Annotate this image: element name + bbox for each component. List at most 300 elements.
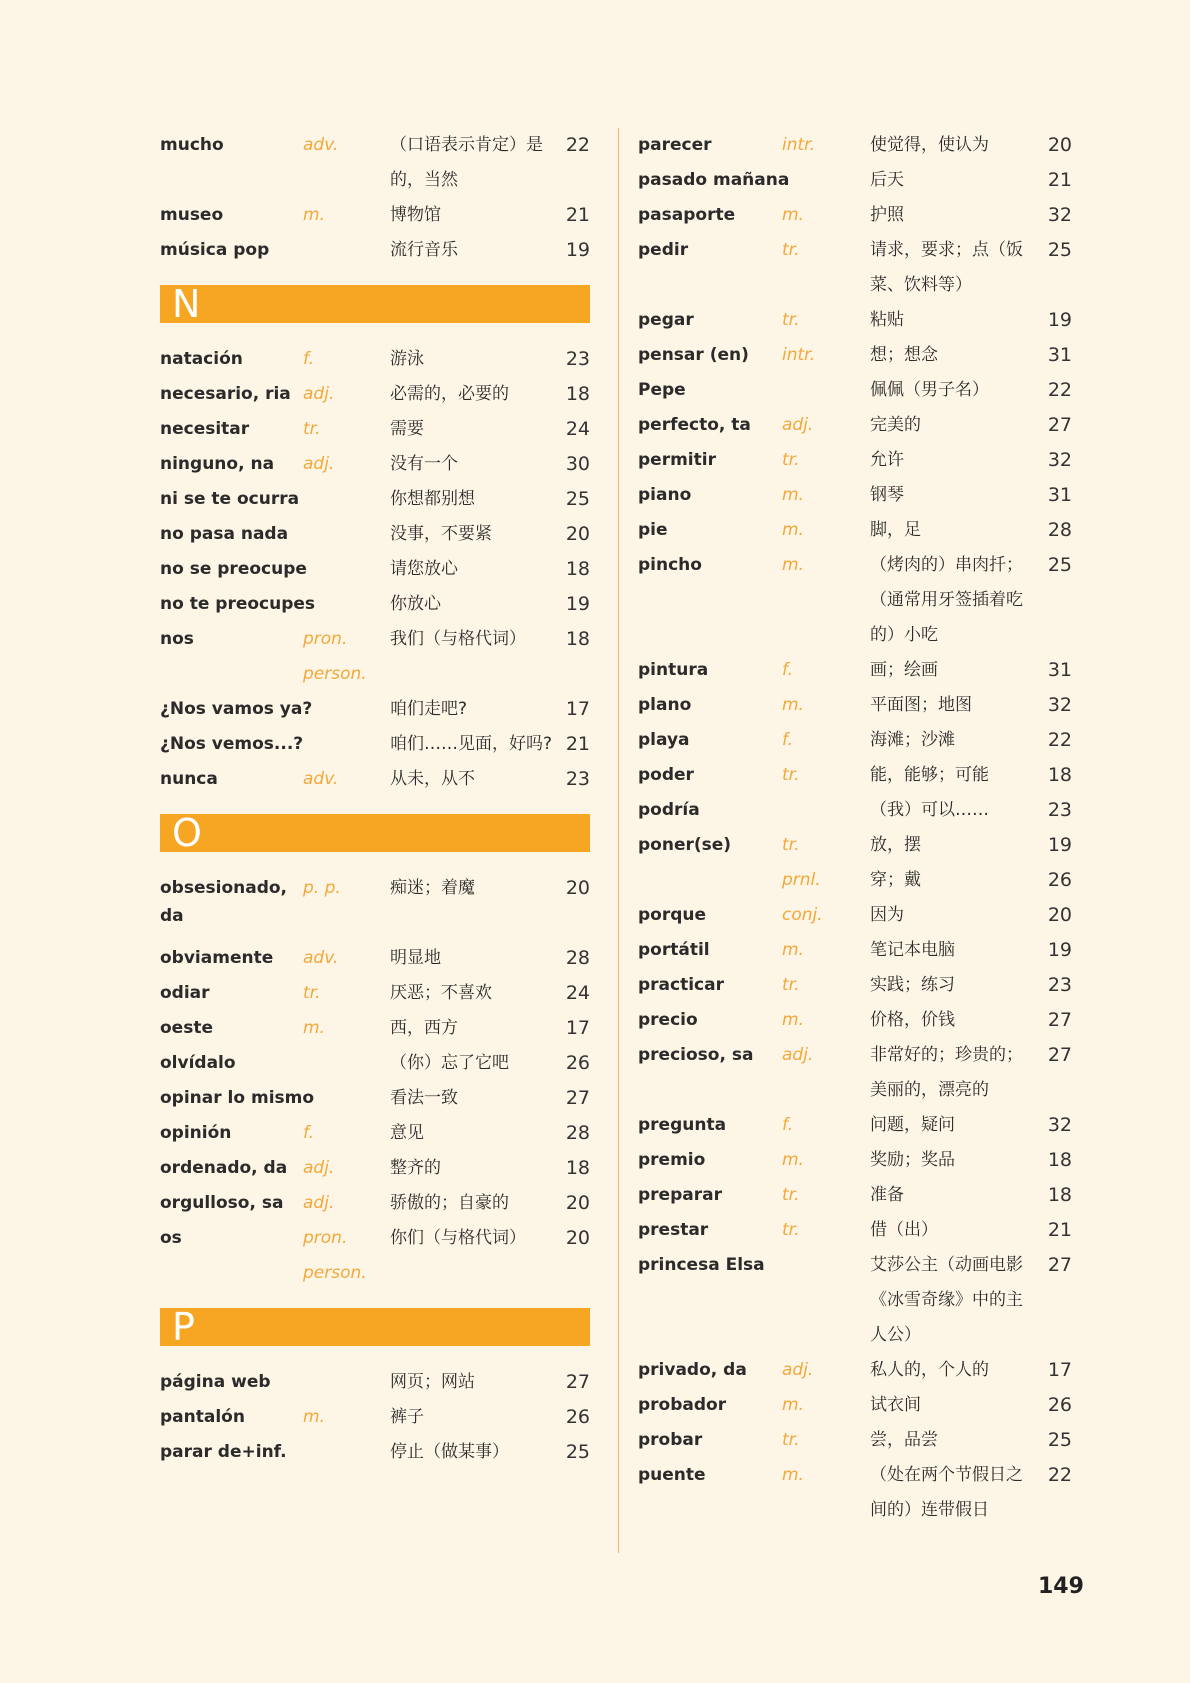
entry-part-of-speech [303, 447, 334, 482]
entry-lesson-number: 27 [1047, 1254, 1072, 1276]
entry-lesson-number: 23 [565, 348, 590, 370]
entry-part-of-speech [782, 338, 815, 373]
entry-meaning [390, 233, 540, 268]
entry-part-of-speech [303, 1011, 325, 1046]
glossary-entry [160, 622, 590, 692]
entry-lesson-number: 32 [1047, 694, 1072, 716]
part-of-speech-line: intr. [782, 135, 815, 155]
entry-meaning [390, 447, 540, 482]
entry-word: orgulloso, sa [160, 1193, 284, 1213]
entry-part-of-speech [782, 1213, 800, 1248]
part-of-speech-line: m. [303, 1407, 325, 1427]
section-letter: O [172, 811, 202, 855]
entry-meaning [870, 513, 1022, 548]
entry-lesson-number: 28 [565, 947, 590, 969]
glossary-entry [160, 377, 590, 412]
entry-word: privado, da [638, 1360, 747, 1380]
entry-lesson-number: 18 [565, 1157, 590, 1179]
entry-lesson-number: 27 [565, 1087, 590, 1109]
entry-meaning [870, 303, 1022, 338]
meaning-line [390, 657, 540, 692]
entry-word: natación [160, 349, 243, 369]
entry-lesson-number: 19 [565, 239, 590, 261]
meaning-line: 《冰雪奇缘》中的主 [870, 1290, 1023, 1310]
glossary-entry [638, 933, 1072, 968]
entry-word: pantalón [160, 1407, 245, 1427]
entry-word: ni se te ocurra [160, 489, 300, 509]
part-of-speech-line: m. [782, 555, 804, 575]
glossary-entry [638, 128, 1072, 163]
part-of-speech-line: person. [303, 1263, 367, 1283]
part-of-speech-line: adv. [303, 769, 339, 789]
glossary-entry [160, 1400, 590, 1435]
part-of-speech-line: f. [782, 660, 794, 680]
entry-part-of-speech [303, 1116, 314, 1151]
entry-meaning [390, 1011, 540, 1046]
entry-word: os [160, 1228, 182, 1248]
part-of-speech-line: m. [782, 485, 804, 505]
part-of-speech-line: adv. [303, 948, 339, 968]
entry-meaning [390, 976, 540, 1011]
glossary-entry [638, 198, 1072, 233]
meaning-line: 美丽的，漂亮的 [870, 1080, 989, 1100]
entry-part-of-speech [303, 412, 321, 447]
meaning-line: 痴迷；着魔 [390, 878, 475, 898]
entry-part-of-speech [782, 478, 804, 513]
part-of-speech-line: adj. [782, 1360, 814, 1380]
entry-lesson-number: 17 [1047, 1359, 1072, 1381]
entry-meaning [870, 373, 1022, 408]
glossary-entry [160, 482, 590, 517]
glossary-entry [160, 1186, 590, 1221]
entry-meaning [390, 1081, 540, 1116]
entry-lesson-number: 20 [1047, 904, 1072, 926]
entry-word: pie [638, 520, 668, 540]
entry-lesson-number: 20 [565, 877, 590, 899]
entry-word: no te preocupes [160, 594, 316, 614]
part-of-speech-line: tr. [303, 419, 321, 439]
entry-lesson-number: 18 [1047, 764, 1072, 786]
entry-part-of-speech [303, 1400, 325, 1435]
glossary-entry [638, 828, 1072, 863]
meaning-line: 停止（做某事） [390, 1442, 509, 1462]
glossary-entry [638, 303, 1072, 338]
entry-part-of-speech [782, 303, 800, 338]
entry-meaning [390, 1400, 540, 1435]
part-of-speech-line: m. [782, 1150, 804, 1170]
part-of-speech-line: tr. [782, 975, 800, 995]
meaning-line: 笔记本电脑 [870, 940, 955, 960]
glossary-entry [160, 1151, 590, 1186]
entry-word: pincho [638, 555, 702, 575]
meaning-line: 尝，品尝 [870, 1430, 938, 1450]
meaning-line: 明显地 [390, 948, 441, 968]
entry-part-of-speech [782, 1423, 800, 1458]
entry-lesson-number: 26 [1047, 1394, 1072, 1416]
entry-lesson-number: 24 [565, 418, 590, 440]
entry-lesson-number: 19 [1047, 309, 1072, 331]
entry-meaning [870, 758, 1022, 793]
entry-lesson-number: 17 [565, 698, 590, 720]
entry-word: practicar [638, 975, 724, 995]
entry-meaning [870, 1213, 1022, 1248]
entry-part-of-speech [782, 1003, 804, 1038]
entry-word: princesa Elsa [638, 1255, 765, 1275]
glossary-entry [160, 762, 590, 797]
entry-meaning [870, 1003, 1022, 1038]
part-of-speech-line: tr. [782, 310, 800, 330]
part-of-speech-line: f. [303, 349, 315, 369]
entry-meaning [390, 762, 540, 797]
meaning-line: 看法一致 [390, 1088, 458, 1108]
entry-word: obsesionado, da [160, 878, 288, 926]
meaning-line: （通常用牙签插着吃 [870, 590, 1023, 610]
entry-lesson-number: 28 [1047, 519, 1072, 541]
entry-part-of-speech [782, 1178, 800, 1213]
glossary-entry [160, 1435, 590, 1470]
letter-section-header [160, 811, 590, 855]
glossary-entry [160, 552, 590, 587]
entry-lesson-number: 25 [565, 488, 590, 510]
entry-word: probar [638, 1430, 703, 1450]
entry-word: nos [160, 629, 194, 649]
part-of-speech-line: adv. [303, 135, 339, 155]
entry-meaning [390, 692, 540, 727]
entry-part-of-speech [303, 377, 334, 412]
glossary-entry [160, 871, 590, 941]
glossary-entry [160, 1365, 590, 1400]
entry-part-of-speech [782, 898, 823, 933]
entry-lesson-number: 21 [1047, 1219, 1072, 1241]
entry-part-of-speech [782, 1353, 813, 1388]
meaning-line: （烤肉的）串肉扦； [870, 555, 1023, 575]
entry-lesson-number: 18 [565, 628, 590, 650]
entry-word: pedir [638, 240, 689, 260]
entry-meaning [390, 1435, 540, 1470]
meaning-line: 整齐的 [390, 1158, 441, 1178]
meaning-line: 你放心 [390, 594, 441, 614]
entry-meaning [390, 1151, 540, 1186]
entry-lesson-number: 24 [565, 982, 590, 1004]
entry-meaning [390, 412, 540, 447]
glossary-entry [638, 1388, 1072, 1423]
part-of-speech-line: tr. [782, 1430, 800, 1450]
entry-part-of-speech [782, 863, 821, 898]
meaning-line: 骄傲的；自豪的 [390, 1193, 509, 1213]
part-of-speech-line: tr. [782, 765, 800, 785]
entry-word: pasado mañana [638, 170, 790, 190]
meaning-line: 借（出） [870, 1220, 938, 1240]
entry-word: odiar [160, 983, 210, 1003]
meaning-line: 穿；戴 [870, 870, 921, 890]
meaning-line: 使觉得，使认为 [870, 135, 989, 155]
part-of-speech-line: tr. [782, 835, 800, 855]
entry-meaning [390, 1116, 540, 1151]
entry-word: museo [160, 205, 224, 225]
glossary-entry [638, 968, 1072, 1003]
entry-lesson-number: 23 [1047, 799, 1072, 821]
entry-word: permitir [638, 450, 716, 470]
meaning-line: 问题，疑问 [870, 1115, 955, 1135]
glossary-entry [638, 513, 1072, 548]
entry-word: piano [638, 485, 692, 505]
part-of-speech-line: m. [303, 1018, 325, 1038]
meaning-line: 菜、饮料等） [870, 275, 972, 295]
entry-word: pasaporte [638, 205, 736, 225]
entry-part-of-speech [303, 941, 338, 976]
part-of-speech-line: m. [782, 1010, 804, 1030]
entry-part-of-speech [303, 622, 367, 692]
entry-meaning [390, 941, 540, 976]
entry-lesson-number: 30 [565, 453, 590, 475]
entry-meaning [870, 1248, 1022, 1353]
entry-part-of-speech [782, 1108, 793, 1143]
glossary-entry [160, 587, 590, 622]
entry-word: ¿Nos vamos ya? [160, 699, 313, 719]
entry-meaning [870, 198, 1022, 233]
entry-meaning [390, 482, 540, 517]
entry-part-of-speech [782, 233, 800, 268]
meaning-line: 海滩；沙滩 [870, 730, 955, 750]
glossary-entry [638, 898, 1072, 933]
entry-part-of-speech [782, 408, 813, 443]
entry-word: mucho [160, 135, 224, 155]
meaning-line: 网页；网站 [390, 1372, 475, 1392]
glossary-entry [638, 1143, 1072, 1178]
glossary-entry [160, 1221, 590, 1291]
part-of-speech-line: adj. [303, 1158, 335, 1178]
entry-lesson-number: 23 [565, 768, 590, 790]
entry-word: ninguno, na [160, 454, 275, 474]
entry-meaning [390, 377, 540, 412]
part-of-speech-line: adj. [782, 1045, 814, 1065]
part-of-speech-line: intr. [782, 345, 815, 365]
entry-word: porque [638, 905, 707, 925]
entry-part-of-speech [782, 1388, 804, 1423]
entry-meaning [870, 1458, 1022, 1528]
meaning-line: 价格，价钱 [870, 1010, 955, 1030]
entry-lesson-number: 27 [1047, 1009, 1072, 1031]
entry-lesson-number: 23 [1047, 974, 1072, 996]
entry-meaning [870, 828, 1022, 863]
entry-meaning [390, 128, 543, 198]
glossary-entry [638, 548, 1072, 653]
entry-part-of-speech [303, 976, 321, 1011]
entry-meaning [870, 968, 1022, 1003]
glossary-entry [638, 1038, 1072, 1108]
entry-meaning [870, 933, 1022, 968]
entry-part-of-speech [782, 548, 804, 583]
meaning-line: 后天 [870, 170, 904, 190]
glossary-entry [638, 1178, 1072, 1213]
meaning-line: （我）可以…… [870, 800, 989, 820]
entry-part-of-speech [782, 1143, 804, 1178]
entry-meaning [390, 342, 540, 377]
glossary-entry [638, 653, 1072, 688]
meaning-line: （口语表示肯定）是 [390, 135, 543, 155]
entry-meaning [870, 1423, 1022, 1458]
entry-word: necesitar [160, 419, 250, 439]
meaning-line: 间的）连带假日 [870, 1500, 989, 1520]
entry-lesson-number: 25 [1047, 1429, 1072, 1451]
part-of-speech-line: m. [782, 695, 804, 715]
entry-part-of-speech [303, 1151, 334, 1186]
glossary-entry [160, 692, 590, 727]
entry-part-of-speech [782, 723, 793, 758]
entry-word: plano [638, 695, 692, 715]
entry-lesson-number: 21 [1047, 169, 1072, 191]
entry-meaning [390, 1046, 540, 1081]
entry-meaning [870, 723, 1022, 758]
part-of-speech-line: f. [782, 1115, 794, 1135]
meaning-line: 咱们……见面，好吗? [390, 734, 553, 754]
entry-part-of-speech [782, 513, 804, 548]
entry-part-of-speech [782, 1458, 804, 1493]
glossary-entry [638, 1213, 1072, 1248]
entry-word: nunca [160, 769, 218, 789]
meaning-line: 没有一个 [390, 454, 458, 474]
entry-lesson-number: 20 [565, 1227, 590, 1249]
meaning-line: 实践；练习 [870, 975, 955, 995]
entry-part-of-speech [782, 653, 793, 688]
entry-meaning [870, 688, 1022, 723]
entry-lesson-number: 25 [1047, 239, 1072, 261]
glossary-entry [638, 478, 1072, 513]
entry-part-of-speech [303, 342, 314, 377]
glossary-entry [638, 1353, 1072, 1388]
entry-word: poder [638, 765, 694, 785]
section-letter: N [172, 282, 201, 326]
entry-word: precioso, sa [638, 1045, 754, 1065]
entry-word: pintura [638, 660, 709, 680]
entry-lesson-number: 22 [1047, 1464, 1072, 1486]
entry-word: pregunta [638, 1115, 727, 1135]
glossary-entry [638, 1108, 1072, 1143]
entry-part-of-speech [782, 758, 800, 793]
entry-word: precio [638, 1010, 698, 1030]
part-of-speech-line: p. p. [303, 878, 341, 898]
entry-meaning [870, 1143, 1022, 1178]
glossary-entry [638, 1248, 1072, 1353]
part-of-speech-line: tr. [782, 450, 800, 470]
entry-part-of-speech [303, 871, 341, 906]
part-of-speech-line: tr. [303, 983, 321, 1003]
part-of-speech-line: adj. [303, 454, 335, 474]
letter-section-header [160, 1305, 590, 1349]
entry-word: ¿Nos vemos...? [160, 734, 304, 754]
meaning-line [390, 906, 540, 941]
entry-word: pensar (en) [638, 345, 749, 365]
entry-lesson-number: 25 [565, 1441, 590, 1463]
entry-lesson-number: 26 [1047, 869, 1072, 891]
entry-meaning [390, 871, 540, 941]
entry-meaning [870, 1388, 1022, 1423]
glossary-entry [160, 447, 590, 482]
entry-word: probador [638, 1395, 727, 1415]
entry-lesson-number: 20 [1047, 134, 1072, 156]
entry-lesson-number: 19 [1047, 939, 1072, 961]
entry-word: perfecto, ta [638, 415, 751, 435]
part-of-speech-line: f. [782, 730, 794, 750]
entry-meaning [390, 727, 553, 762]
entry-meaning [870, 1353, 1022, 1388]
entry-meaning [870, 443, 1022, 478]
glossary-entry [638, 443, 1072, 478]
entry-part-of-speech [303, 128, 338, 163]
entry-word: música pop [160, 240, 270, 260]
entry-lesson-number: 32 [1047, 204, 1072, 226]
part-of-speech-line: m. [782, 520, 804, 540]
part-of-speech-line: m. [782, 940, 804, 960]
entry-lesson-number: 27 [1047, 1044, 1072, 1066]
entry-lesson-number: 17 [565, 1017, 590, 1039]
entry-word: premio [638, 1150, 706, 1170]
entry-lesson-number: 28 [565, 1122, 590, 1144]
entry-meaning [870, 408, 1022, 443]
meaning-line: 非常好的；珍贵的； [870, 1045, 1023, 1065]
entry-word: podría [638, 800, 700, 820]
entry-lesson-number: 20 [565, 523, 590, 545]
meaning-line: 意见 [390, 1123, 424, 1143]
meaning-line: 你想都别想 [390, 489, 475, 509]
entry-meaning [870, 163, 1022, 198]
entry-word: Pepe [638, 380, 686, 400]
glossary-column-left [160, 128, 590, 1470]
glossary-entry [638, 233, 1072, 303]
meaning-line: 人公） [870, 1325, 921, 1345]
entry-meaning [390, 1365, 540, 1400]
meaning-line: 必需的，必要的 [390, 384, 509, 404]
entry-lesson-number: 22 [565, 134, 590, 156]
entry-word: playa [638, 730, 690, 750]
meaning-line: 私人的，个人的 [870, 1360, 989, 1380]
entry-word: necesario, ria [160, 384, 291, 404]
entry-lesson-number: 31 [1047, 659, 1072, 681]
part-of-speech-line: tr. [782, 1185, 800, 1205]
page-number: 149 [1038, 1574, 1084, 1599]
glossary-column-right [638, 128, 1072, 1528]
meaning-line: 请求，要求；点（饭 [870, 240, 1023, 260]
glossary-entry [638, 373, 1072, 408]
entry-part-of-speech [782, 1038, 813, 1073]
entry-part-of-speech [303, 1186, 334, 1221]
entry-word: no pasa nada [160, 524, 289, 544]
entry-lesson-number: 26 [565, 1052, 590, 1074]
entry-meaning [390, 587, 540, 622]
meaning-line: 放，摆 [870, 835, 921, 855]
meaning-line: 脚，足 [870, 520, 921, 540]
entry-part-of-speech [303, 1221, 367, 1291]
entry-meaning [390, 517, 540, 552]
entry-meaning [870, 1038, 1022, 1108]
part-of-speech-line: prnl. [782, 870, 821, 890]
meaning-line: 完美的 [870, 415, 921, 435]
entry-meaning [870, 233, 1022, 303]
meaning-line: 画；绘画 [870, 660, 938, 680]
entry-meaning [870, 898, 1022, 933]
entry-part-of-speech [782, 198, 804, 233]
meaning-line: 能，能够；可能 [870, 765, 989, 785]
entry-lesson-number: 21 [565, 733, 590, 755]
entry-meaning [870, 548, 1022, 653]
entry-word: opinión [160, 1123, 232, 1143]
glossary-entry [160, 941, 590, 976]
part-of-speech-line: f. [303, 1123, 315, 1143]
part-of-speech-line: person. [303, 664, 367, 684]
entry-part-of-speech [782, 933, 804, 968]
part-of-speech-line: pron. [303, 1228, 348, 1248]
meaning-line: 的，当然 [390, 170, 458, 190]
